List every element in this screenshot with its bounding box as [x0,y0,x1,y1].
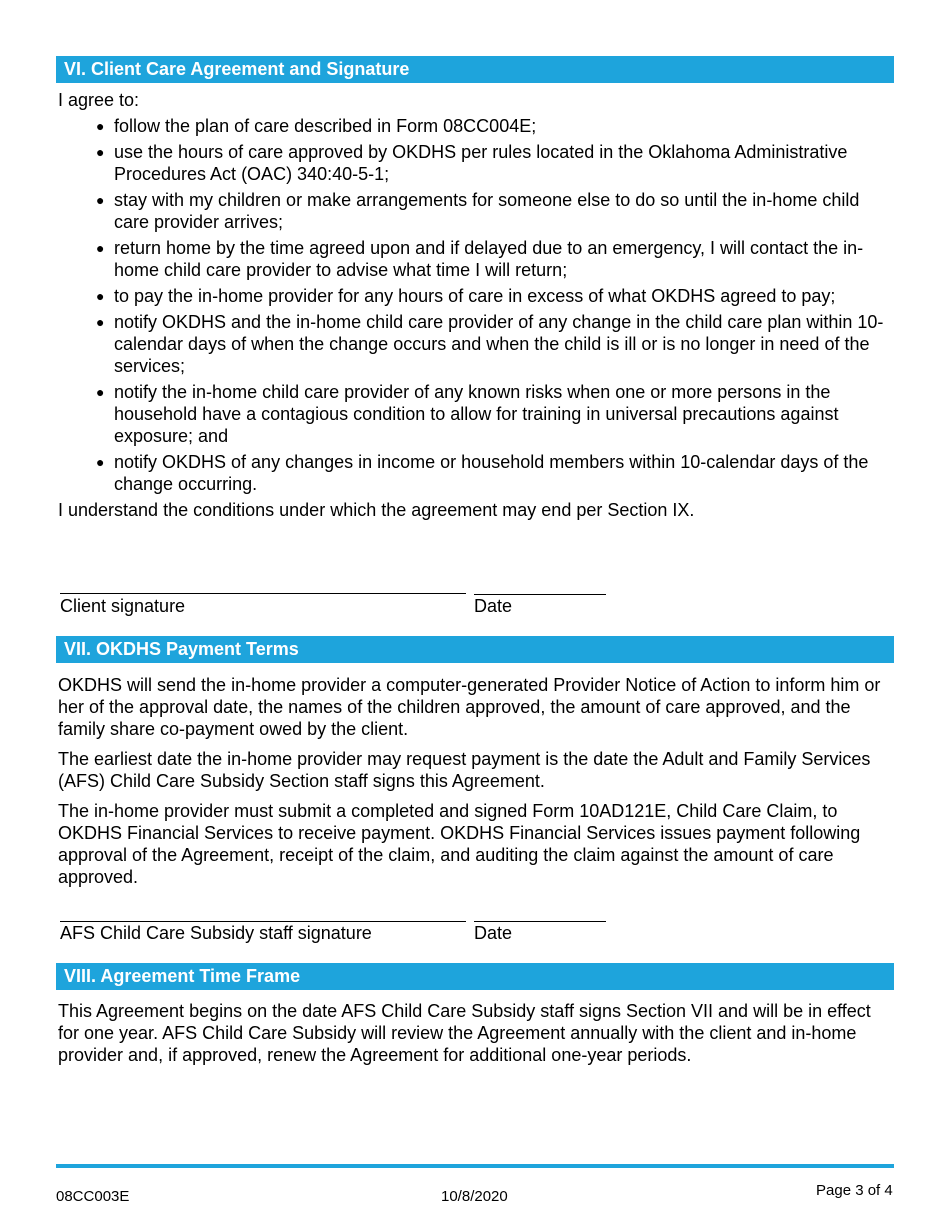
staff-signature-label: AFS Child Care Subsidy staff signature [60,923,372,943]
list-item: ● return home by the time agreed upon and if delayed due to an emergency, I will contact the in-home child care provider to advise what time I will return; [96,238,864,280]
client-signature-label: Client signature [60,596,186,616]
section-7-body [58,674,896,888]
list-item: ● follow the plan of care described in Form 08CC004E; [96,116,537,136]
payment-paragraph-1: OKDHS will send the in-home provider a computer-generated Provider Notice of Action to inform him or her of the approval date, the names of the children approved, the amount of care approved, and the family share co-payment owed by the client. [58,675,881,739]
footer-rule [56,1164,894,1168]
payment-paragraph-3: The in-home provider must submit a completed and signed Form 10AD121E, Child Care Claim, to OKDHS Financial Services to receive payment. OKDHS Financial Services issues payment following approval of the Agreement, receipt of the claim, and auditing the claim against the amount of care approved. [58,801,861,887]
bullet-icon: ● [96,288,105,304]
bullet-icon: ● [96,192,105,208]
bullet-icon: ● [96,384,105,400]
list-item: ● notify OKDHS and the in-home child care provider of any change in the child care plan within 10-calendar days of when the change occurs and when the child is ill or is no longer in need of the services; [96,312,884,376]
staff-date-label: Date [474,923,513,943]
page-number: Page 3 of 4 [816,1182,893,1199]
agreement-closing: I understand the conditions under which the agreement may end per Section IX. [58,500,695,520]
client-signature-line[interactable] [60,593,466,594]
bullet-icon: ● [96,240,105,256]
section-7-header: VII. OKDHS Payment Terms [56,636,894,663]
list-item: ● notify the in-home child care provider of any known risks when one or more persons in the household have a contagious condition to allow for training in universal precautions against exposure; and [96,382,839,446]
form-number: 08CC003E [56,1188,130,1205]
section-8-header: VIII. Agreement Time Frame [56,963,894,990]
bullet-icon: ● [96,314,105,330]
bullet-icon: ● [96,144,105,160]
timeframe-paragraph: This Agreement begins on the date AFS Child Care Subsidy staff signs Section VII and will be in effect for one year. AFS Child Care Subsidy will review the Agreement annually with the client and in-home provider and, if approved, renew the Agreement for additional one-year periods. [58,1001,871,1065]
list-item: ● stay with my children or make arrangements for someone else to do so until the in-home child care provider arrives; [96,190,860,232]
payment-paragraph-2: The earliest date the in-home provider may request payment is the date the Adult and Family Services (AFS) Child Care Subsidy Section staff signs this Agreement. [58,749,871,791]
section-6-body [58,89,896,521]
bullet-icon: ● [96,454,105,470]
agree-intro: I agree to: [58,90,140,110]
client-date-label: Date [474,596,513,616]
bullet-icon: ● [96,118,105,134]
agreement-list [58,115,896,495]
form-date: 10/8/2020 [441,1188,508,1205]
list-item: ● to pay the in-home provider for any hours of care in excess of what OKDHS agreed to pay; [96,286,836,306]
list-item: ● use the hours of care approved by OKDHS per rules located in the Oklahoma Administrative Procedures Act (OAC) 340:40-5-1; [96,142,848,184]
section-8-body [58,1000,896,1066]
list-item: ● notify OKDHS of any changes in income or household members within 10-calendar days of the change occurring. [96,452,869,494]
section-6-header: VI. Client Care Agreement and Signature [56,56,894,83]
